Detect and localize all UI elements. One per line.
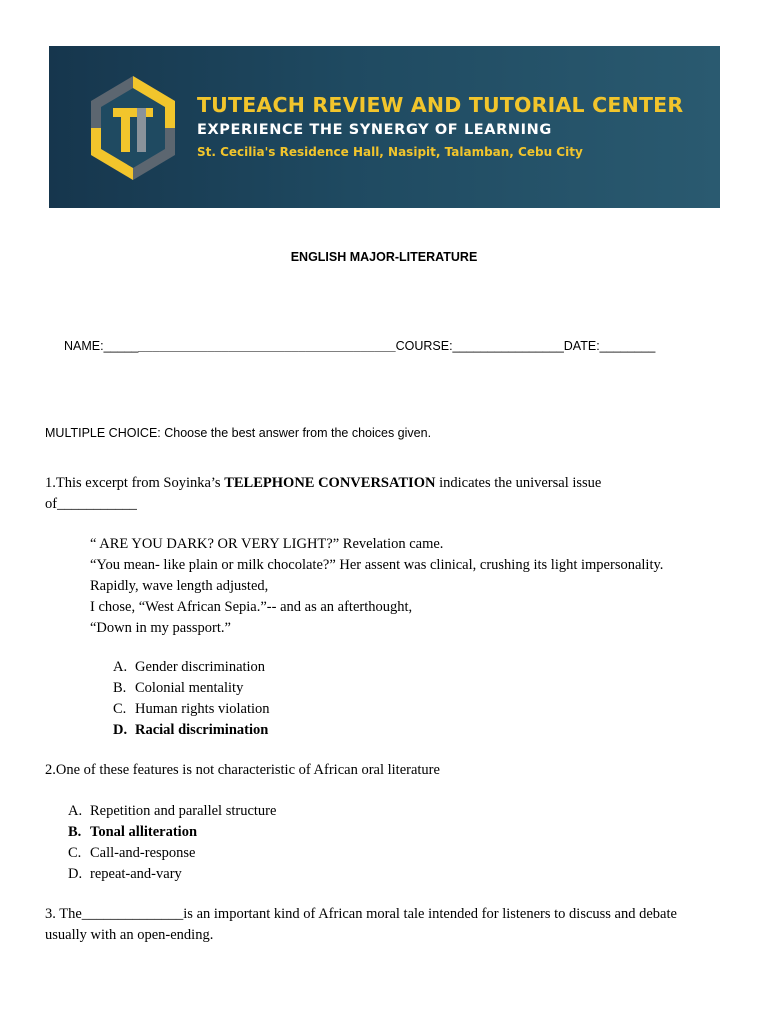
- course-label: COURSE:: [395, 339, 453, 353]
- date-label: DATE:: [563, 339, 600, 353]
- address: St. Cecilia's Residence Hall, Nasipit, Talamban, Cebu City: [197, 145, 583, 159]
- choice-letter: D.: [113, 722, 128, 738]
- org-name: TUTEACH REVIEW AND TUTORIAL CENTER: [197, 93, 684, 117]
- choice-a[interactable]: [113, 657, 270, 678]
- excerpt-line: “ ARE YOU DARK? OR VERY LIGHT?” Revelation came.: [90, 536, 444, 552]
- choice-text: Tonal alliteration: [90, 824, 198, 840]
- choice-letter: D.: [68, 866, 83, 882]
- excerpt-line: I chose, “West African Sepia.”-- and as an afterthought,: [90, 599, 413, 615]
- choice-c[interactable]: [113, 699, 270, 720]
- question-1-choices: [113, 657, 270, 741]
- q1-stem-before: 1.This excerpt from Soyinka’s: [45, 475, 225, 491]
- choice-text: Racial discrimination: [135, 722, 269, 738]
- choice-letter: C.: [68, 845, 82, 861]
- q1-stem-after: indicates the universal issue: [435, 475, 602, 491]
- q3-stem-line2: usually with an open-ending.: [45, 927, 214, 943]
- question-1-excerpt: [90, 534, 663, 639]
- question-2-stem: [45, 760, 440, 781]
- student-info-fields: [64, 339, 655, 353]
- choice-letter: A.: [68, 803, 83, 819]
- choice-d-answer[interactable]: [113, 720, 270, 741]
- choice-text: Colonial mentality: [135, 680, 244, 696]
- question-2-choices: [68, 801, 276, 885]
- choice-letter: C.: [113, 701, 127, 717]
- question-3-stem: [45, 904, 677, 946]
- choice-b[interactable]: [113, 678, 270, 699]
- tagline: EXPERIENCE THE SYNERGY OF LEARNING: [197, 122, 552, 138]
- choice-text: Human rights violation: [135, 701, 270, 717]
- choice-text: Repetition and parallel structure: [90, 803, 277, 819]
- excerpt-line: Rapidly, wave length adjusted,: [90, 578, 269, 594]
- document-title: ENGLISH MAJOR-LITERATURE: [290, 250, 478, 264]
- date-blank[interactable]: ________: [599, 339, 656, 353]
- choice-a[interactable]: [68, 801, 276, 822]
- header-banner: [49, 46, 720, 208]
- choice-text: repeat-and-vary: [90, 866, 182, 882]
- choice-letter: A.: [113, 659, 128, 675]
- name-label: NAME:: [64, 339, 104, 353]
- q1-stem-line2: of___________: [45, 496, 137, 512]
- choice-b-answer[interactable]: [68, 822, 276, 843]
- question-1-stem: [45, 473, 601, 515]
- choice-text: Call-and-response: [90, 845, 196, 861]
- choice-text: Gender discrimination: [135, 659, 266, 675]
- course-blank[interactable]: ________________: [452, 339, 564, 353]
- excerpt-line: “You mean- like plain or milk chocolate?” Her assent was clinical, crushing its light impersonality.: [90, 557, 664, 573]
- q3-stem-line1: 3. The______________is an important kind of African moral tale intended for listeners to discuss and debate: [45, 906, 677, 922]
- choice-d[interactable]: [68, 864, 276, 885]
- choice-letter: B.: [113, 680, 127, 696]
- q2-stem: 2.One of these features is not characteristic of African oral literature: [45, 762, 440, 778]
- q1-stem-title: TELEPHONE CONVERSATION: [224, 475, 436, 491]
- choice-letter: B.: [68, 824, 82, 840]
- choice-c[interactable]: [68, 843, 276, 864]
- instructions: MULTIPLE CHOICE: Choose the best answer from the choices given.: [45, 426, 432, 440]
- name-blank-bold[interactable]: _____________________________________: [138, 339, 396, 353]
- excerpt-line: “Down in my passport.”: [90, 620, 231, 636]
- name-blank[interactable]: _____: [103, 339, 139, 353]
- tt-hexagon-logo-icon: [87, 74, 179, 182]
